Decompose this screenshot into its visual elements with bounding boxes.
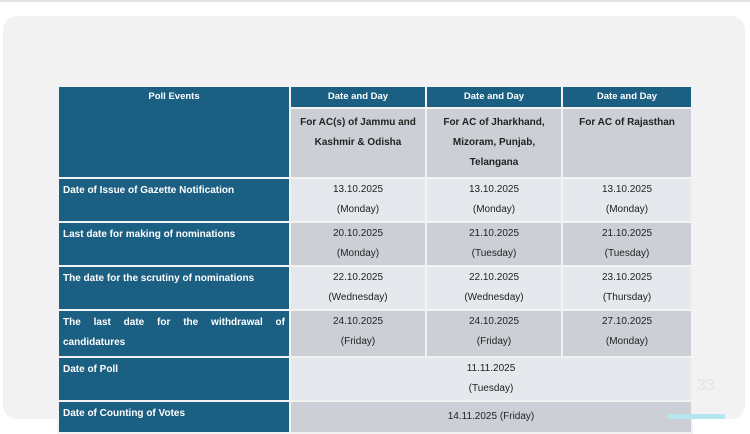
- date: 23.10.2025: [601, 272, 653, 283]
- event-label: Date of Poll: [58, 357, 290, 401]
- counting-date-cell: 14.11.2025 (Friday): [290, 401, 692, 433]
- slide-number: 33: [697, 377, 715, 394]
- date-cell: [426, 222, 562, 266]
- event-label: Date of Counting of Votes: [58, 401, 290, 433]
- region-header: For AC(s) of Jammu and Kashmir & Odisha: [290, 108, 426, 178]
- date-cell: [426, 310, 562, 357]
- date-cell: [290, 178, 426, 222]
- date-day-header: Date and Day: [426, 86, 562, 108]
- date: 13.10.2025: [332, 184, 384, 195]
- date: 27.10.2025: [601, 316, 653, 327]
- table-row: [58, 310, 692, 357]
- day: (Friday): [476, 336, 512, 347]
- day: (Monday): [605, 204, 649, 215]
- day: (Monday): [472, 204, 516, 215]
- date-cell: [290, 222, 426, 266]
- poll-date-cell: [290, 357, 692, 401]
- day: (Tuesday): [468, 383, 514, 394]
- date-cell: [426, 178, 562, 222]
- date-cell: [562, 222, 692, 266]
- date: 24.10.2025: [332, 316, 384, 327]
- date-day-header: Date and Day: [290, 86, 426, 108]
- event-label: The date for the scrutiny of nominations: [58, 266, 290, 310]
- event-label: The last date for the withdrawal of candidatures: [58, 310, 290, 357]
- date-cell: [562, 266, 692, 310]
- date-cell: [562, 178, 692, 222]
- day: (Monday): [605, 336, 649, 347]
- day: (Tuesday): [604, 248, 650, 259]
- day: (Wednesday): [328, 292, 388, 303]
- day: (Tuesday): [471, 248, 517, 259]
- date-cell: [562, 310, 692, 357]
- date: 13.10.2025: [468, 184, 520, 195]
- date: 13.10.2025: [601, 184, 653, 195]
- date-cell: [290, 310, 426, 357]
- date: 20.10.2025: [332, 228, 384, 239]
- table-row: [58, 222, 692, 266]
- region-header: For AC of Jharkhand, Mizoram, Punjab, Telangana: [426, 108, 562, 178]
- date: 24.10.2025: [468, 316, 520, 327]
- accent-bar: [667, 414, 725, 419]
- date-day-header: Date and Day: [562, 86, 692, 108]
- day: (Friday): [340, 336, 376, 347]
- region-header: For AC of Rajasthan: [562, 108, 692, 178]
- date: 21.10.2025: [601, 228, 653, 239]
- date-cell: [290, 266, 426, 310]
- date-cell: [426, 266, 562, 310]
- date: 21.10.2025: [468, 228, 520, 239]
- date: 22.10.2025: [468, 272, 520, 283]
- date: 11.11.2025: [466, 363, 516, 374]
- event-label: Date of Issue of Gazette Notification: [58, 178, 290, 222]
- day: (Thursday): [602, 292, 652, 303]
- top-divider: [0, 0, 750, 2]
- header-row: [58, 86, 692, 108]
- table-row: [58, 401, 692, 433]
- day: (Monday): [336, 248, 380, 259]
- poll-schedule-table: [57, 85, 693, 434]
- date: 22.10.2025: [332, 272, 384, 283]
- day: (Wednesday): [464, 292, 524, 303]
- poll-events-header: Poll Events: [58, 86, 290, 178]
- table-row: [58, 178, 692, 222]
- day: (Monday): [336, 204, 380, 215]
- table-row: [58, 357, 692, 401]
- event-label: Last date for making of nominations: [58, 222, 290, 266]
- table-row: [58, 266, 692, 310]
